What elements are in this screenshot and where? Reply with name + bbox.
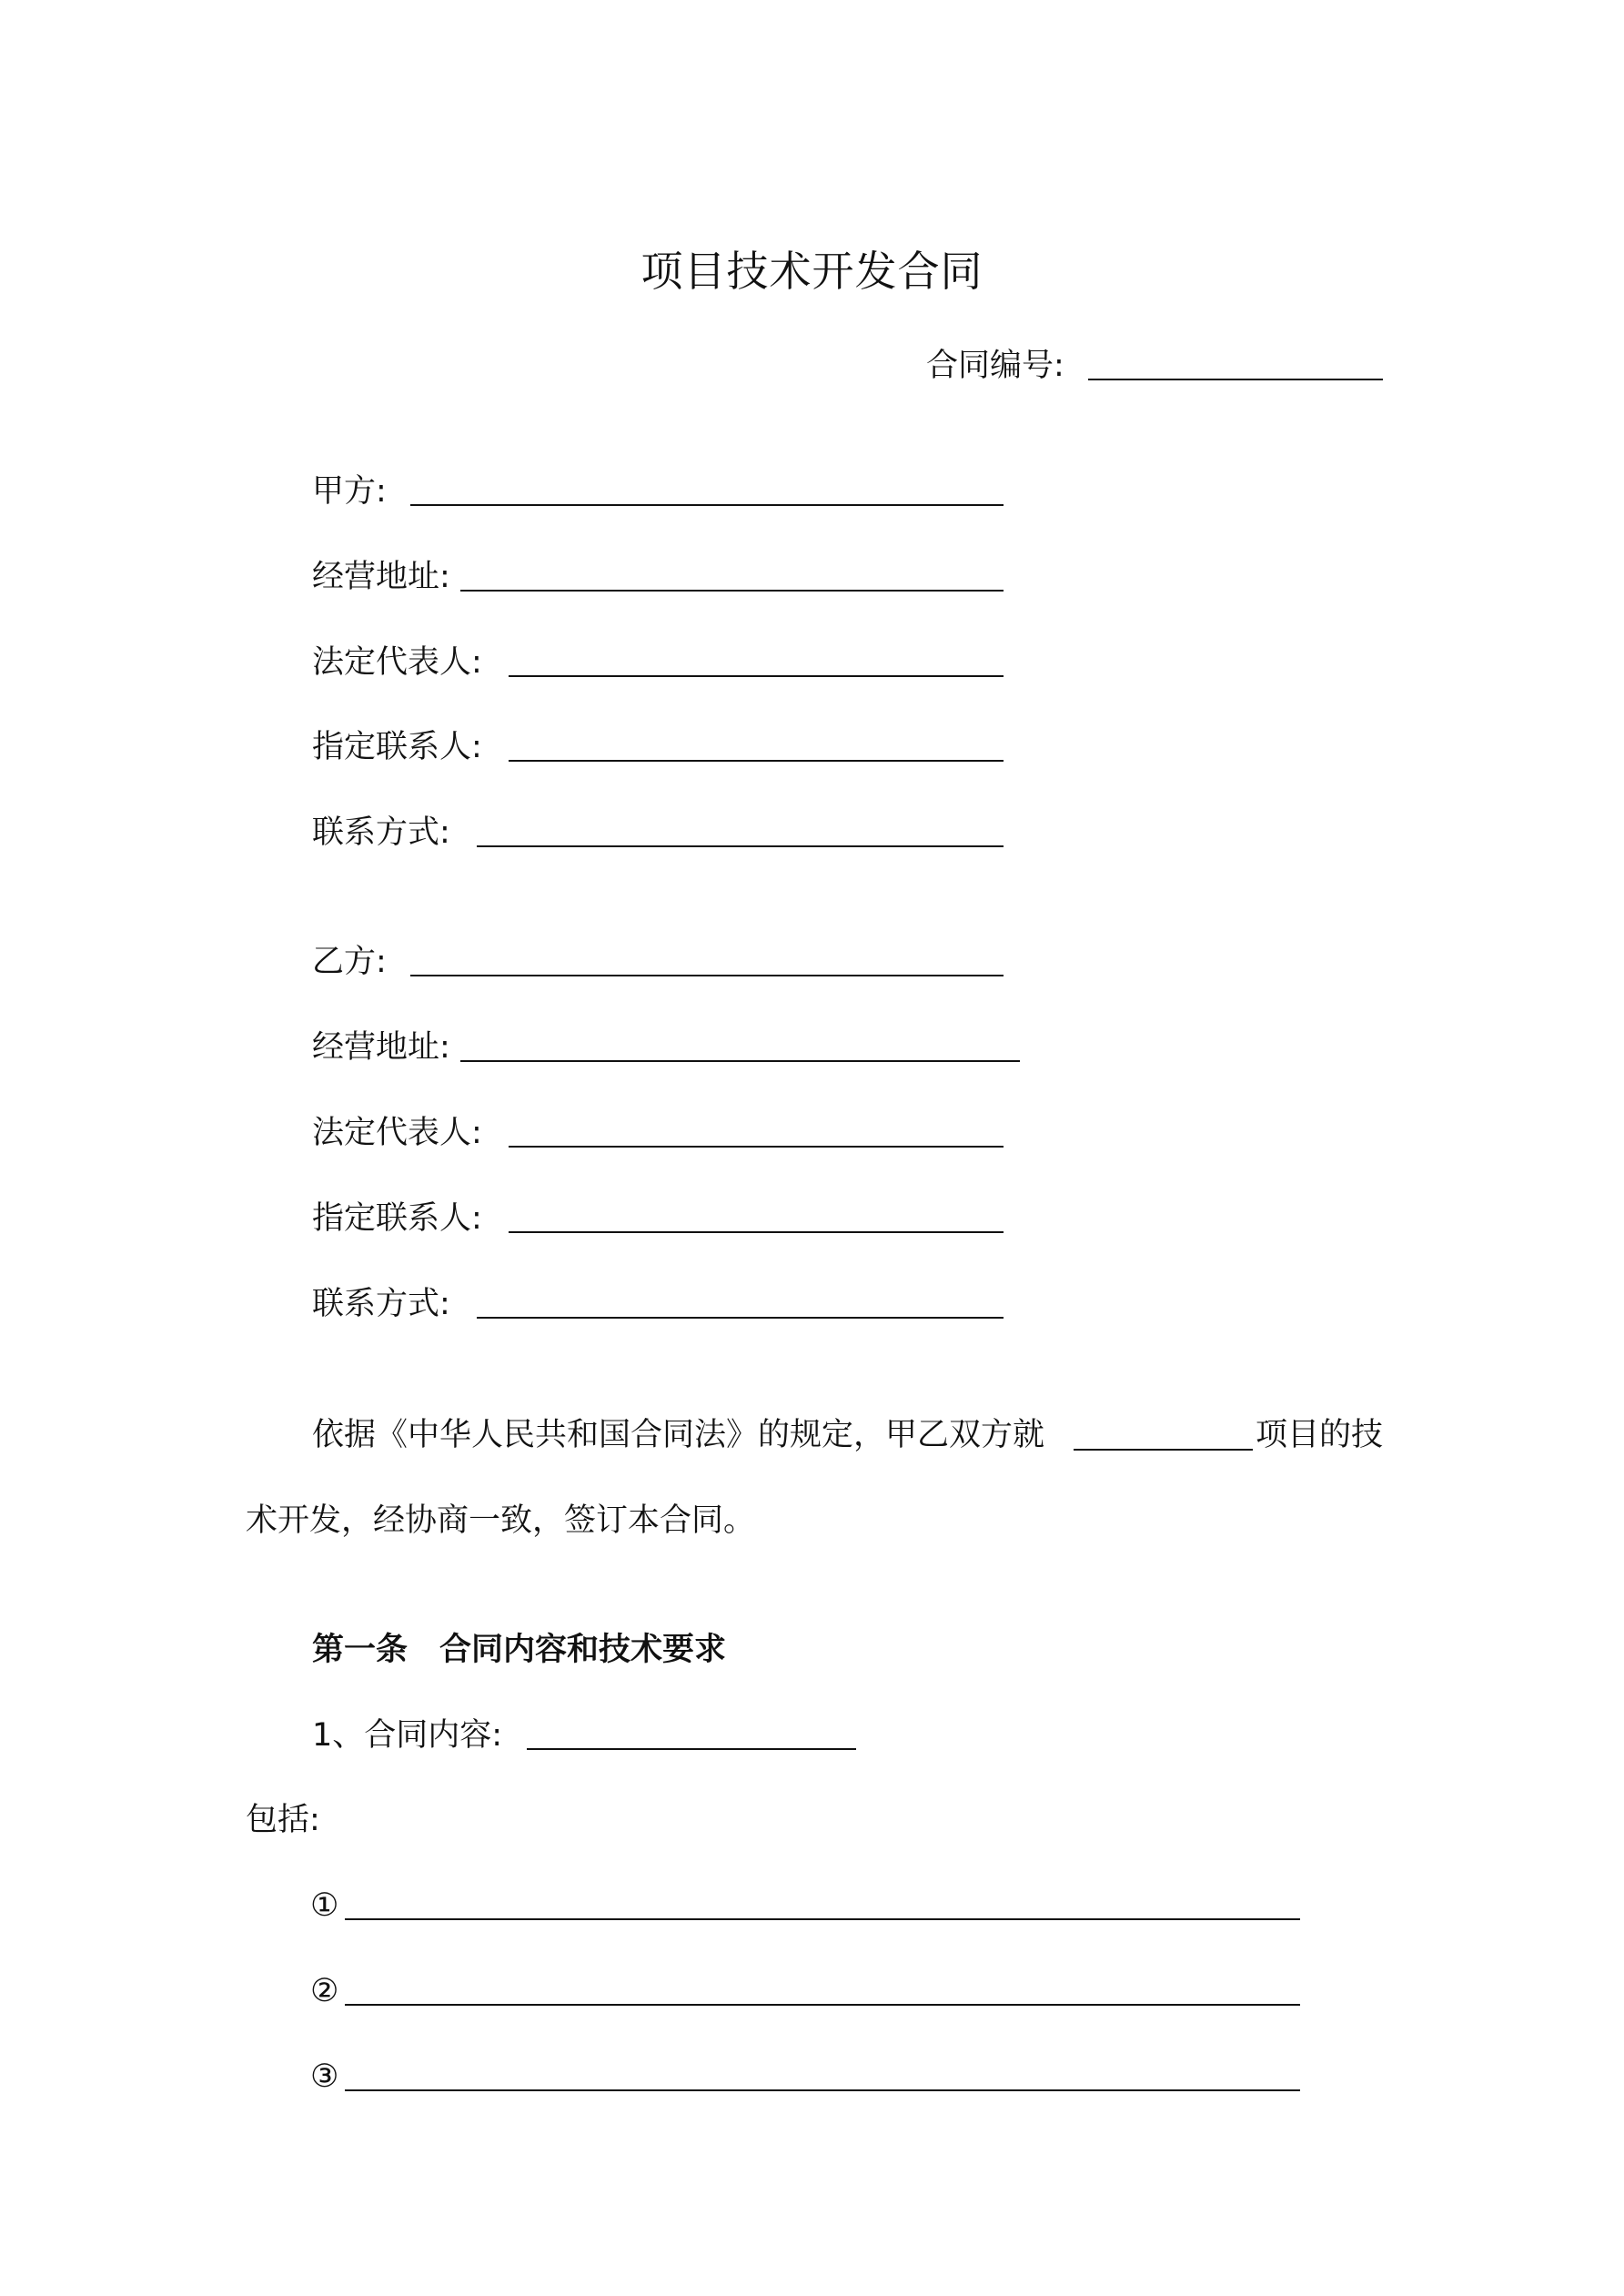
- party-a-contact-person-label: 指定联系人:: [312, 729, 482, 765]
- preamble-text-3: 术开发，经协商一致，签订本合同。: [246, 1502, 756, 1539]
- content-item-1-field[interactable]: [345, 1918, 1300, 1920]
- list-marker: ①: [310, 1887, 339, 1924]
- preamble-text-1: 依据《中华人民共和国合同法》的规定，甲乙双方就: [312, 1417, 1045, 1453]
- contract-content-label: 1、合同内容:: [312, 1717, 503, 1754]
- party-a-address-field[interactable]: [460, 590, 1004, 592]
- party-b-legal-rep-field[interactable]: [509, 1146, 1004, 1148]
- party-b-name-label: 乙方:: [312, 944, 387, 980]
- party-a-contact-person-field[interactable]: [509, 760, 1004, 762]
- party-a-legal-rep-field[interactable]: [509, 675, 1004, 677]
- party-b-legal-rep-label: 法定代表人:: [312, 1115, 482, 1151]
- contract-no-field[interactable]: [1088, 379, 1383, 380]
- page-title: 项目技术开发合同: [641, 247, 983, 296]
- party-b-contact-person-label: 指定联系人:: [312, 1200, 482, 1237]
- party-a-legal-rep-label: 法定代表人:: [312, 644, 482, 681]
- party-a-contact-method-label: 联系方式:: [312, 814, 450, 851]
- party-b-contact-method-field[interactable]: [477, 1317, 1004, 1319]
- includes-label: 包括:: [246, 1802, 320, 1838]
- article-1-heading: 第一条 合同内容和技术要求: [312, 1632, 727, 1668]
- preamble-text-2: 项目的技: [1256, 1417, 1384, 1453]
- party-b-contact-person-field[interactable]: [509, 1231, 1004, 1233]
- project-name-field[interactable]: [1074, 1449, 1253, 1451]
- list-marker: ②: [310, 1973, 339, 2009]
- party-b-address-field[interactable]: [460, 1060, 1020, 1062]
- party-b-name-field[interactable]: [410, 975, 1004, 976]
- party-b-contact-method-label: 联系方式:: [312, 1286, 450, 1322]
- content-item-2-field[interactable]: [345, 2004, 1300, 2006]
- party-a-address-label: 经营地址:: [312, 559, 450, 595]
- party-a-name-label: 甲方:: [312, 473, 387, 510]
- contract-no-label: 合同编号:: [926, 348, 1064, 384]
- list-marker: ③: [310, 2058, 339, 2095]
- content-item-3-field[interactable]: [345, 2089, 1300, 2091]
- party-a-name-field[interactable]: [410, 504, 1004, 506]
- party-b-address-label: 经营地址:: [312, 1029, 450, 1066]
- party-a-contact-method-field[interactable]: [477, 845, 1004, 847]
- contract-content-field[interactable]: [527, 1748, 856, 1750]
